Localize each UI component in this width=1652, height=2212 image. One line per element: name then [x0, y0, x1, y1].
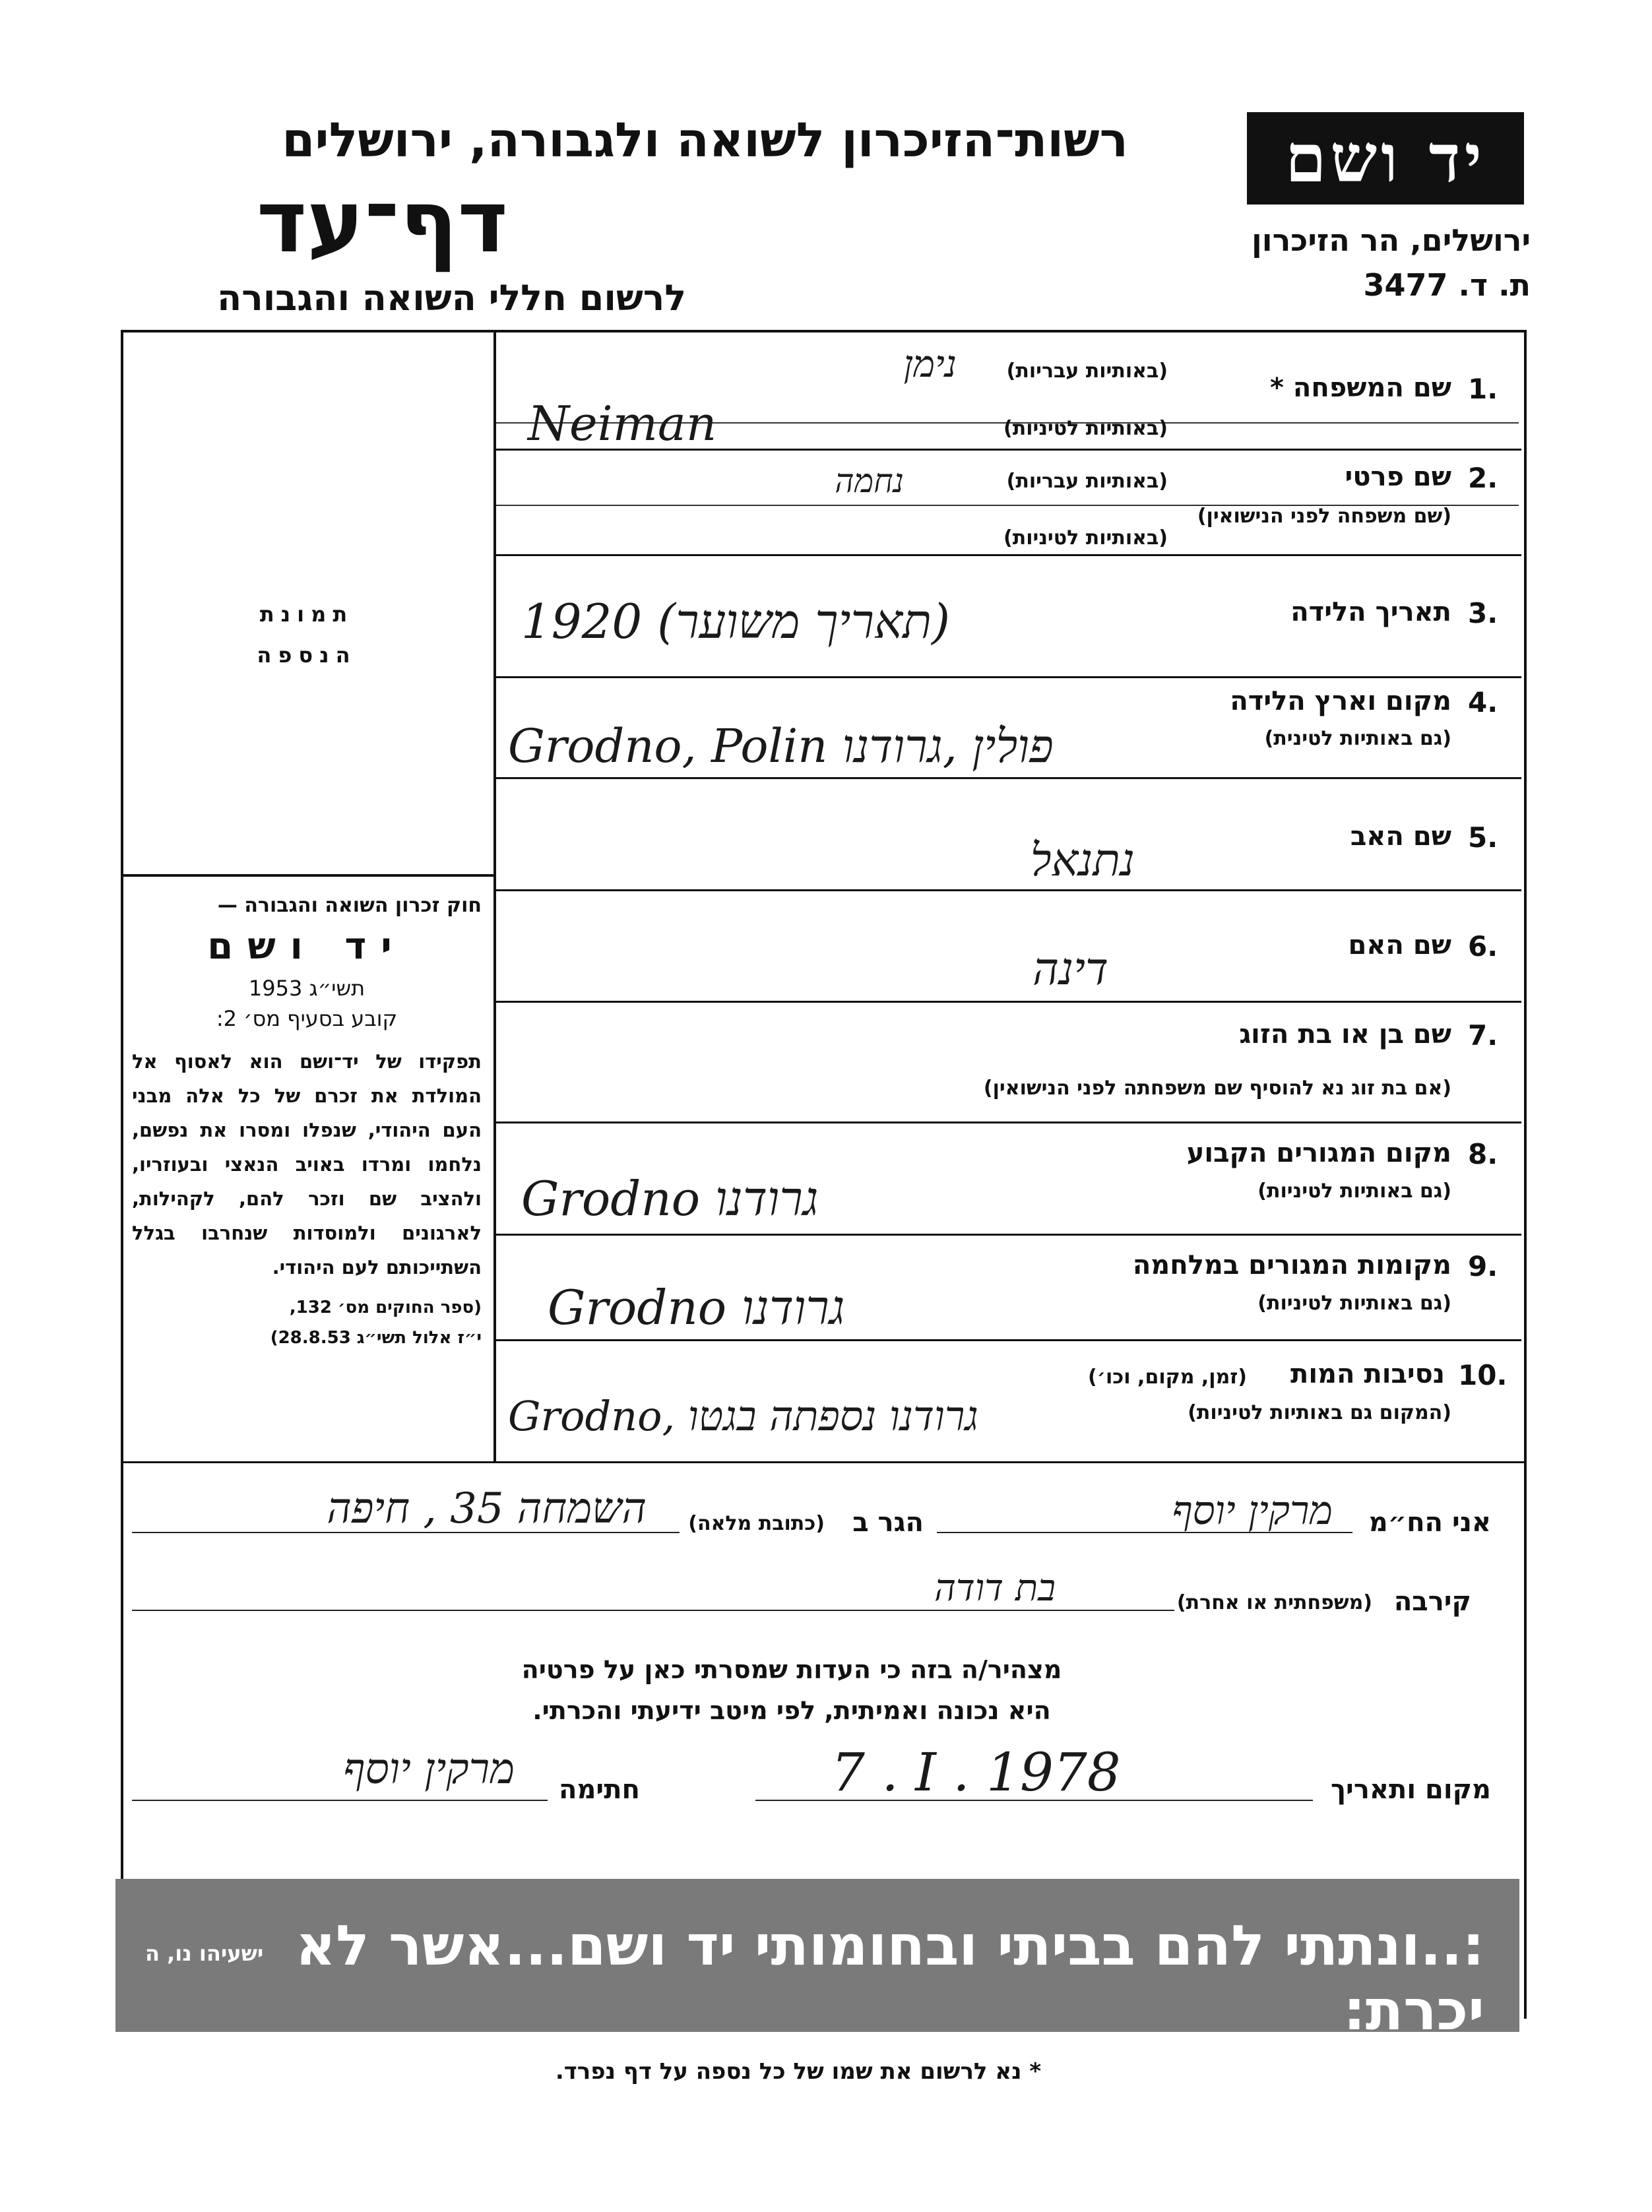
field-2-number: 2. — [1468, 462, 1498, 494]
row-separator-10 — [121, 1461, 1524, 1463]
resides-hint: (כתובת מלאה) — [688, 1512, 825, 1535]
field-7-label: שם בן או בת הזוג — [1239, 1019, 1451, 1050]
field-2-hint-latin: (באותיות לטיניות) — [1003, 526, 1168, 550]
field-3-value[interactable]: 1920 (תאריך משוער) — [521, 594, 951, 649]
footnote: * נא לרשום את שמו של כל נספה על דף נפרד. — [555, 2058, 1042, 2085]
field-7-note: (אם בת זוג נא להוסיף שם משפחתה לפני הנישואין) — [983, 1077, 1451, 1100]
field-4-label: מקום וארץ הלידה — [1230, 686, 1451, 716]
field-10-label: נסיבות המות — [1290, 1359, 1445, 1389]
law-reference-2: י״ז אלול תשי״ג 28.8.53) — [270, 1328, 482, 1348]
resides-label: הגר ב — [852, 1507, 924, 1538]
relation-value[interactable]: בת דודה — [934, 1567, 1056, 1610]
field-4-value[interactable]: Grodno, Polin פולין ,גרודנו — [508, 719, 1054, 773]
field-9-label: מקומות המגורים במלחמה — [1132, 1250, 1451, 1280]
field-2-label: שם פרטי — [1345, 462, 1451, 492]
relation-label: קירבה — [1393, 1587, 1471, 1617]
declaration-line-2: היא נכונה ואמיתית, לפי מיטב ידיעתי והכרתי. — [532, 1696, 1051, 1725]
signature-value[interactable]: מרקין יוסף — [343, 1745, 515, 1794]
row-separator-3 — [496, 676, 1521, 678]
yad-vashem-logo: יד ושם — [1247, 112, 1524, 205]
field-4-number: 4. — [1468, 686, 1498, 718]
photo-placeholder — [125, 594, 488, 676]
field-10-label-note: (זמן, מקום, וכו׳) — [1087, 1366, 1247, 1389]
row-separator-5 — [496, 889, 1521, 891]
field-7-number: 7. — [1468, 1019, 1498, 1052]
address-line-1: ירושלים, הר הזיכרון — [1251, 222, 1531, 258]
field-9-number: 9. — [1468, 1250, 1498, 1282]
field-1-hint-hebrew: (באותיות עבריות) — [1006, 360, 1168, 383]
banner-quote: :..ונתתי להם בביתי ובחומותי יד ושם...אשר לא יכרת: — [295, 1913, 1484, 2042]
law-name: יד ושם — [207, 925, 406, 968]
field-9-value[interactable]: Grodno גרודנו — [548, 1280, 845, 1335]
field-10-number: 10. — [1458, 1359, 1508, 1391]
address-line-2: ת. ד. 3477 — [1363, 267, 1531, 303]
field-2-hint-hebrew: (באותיות עבריות) — [1006, 470, 1168, 493]
field-6-label: שם האם — [1348, 930, 1451, 961]
row-separator-2 — [496, 554, 1521, 556]
photo-label-line-2: הנספה — [257, 643, 357, 668]
field-8-label: מקום המגורים הקבוע — [1186, 1138, 1451, 1168]
signature-line — [132, 1800, 548, 1801]
field-5-value[interactable]: נתנאל — [1030, 835, 1135, 887]
law-clause: קובע בסעיף מס׳ 2: — [216, 1006, 398, 1031]
witness-label: אני הח״מ — [1368, 1507, 1491, 1538]
field-2-value-hebrew[interactable]: נחמה — [835, 462, 904, 500]
field-2-note: (שם משפחה לפני הנישואין) — [1197, 505, 1451, 528]
field-6-number: 6. — [1468, 930, 1498, 963]
law-text-block — [132, 894, 482, 1353]
row-separator-6 — [496, 1001, 1521, 1003]
field-5-label: שם האב — [1350, 821, 1451, 852]
place-date-label: מקום ותאריך — [1330, 1775, 1491, 1805]
date-value[interactable]: 7 . I . 1978 — [831, 1742, 1121, 1803]
declaration-text — [462, 1649, 1122, 1731]
declaration-line-1: מצהיר/ה בזה כי העדות שמסרתי כאן על פרטיה — [521, 1655, 1062, 1684]
banner-reference: ישעיהו נו, ה — [145, 1941, 264, 1966]
field-1-hint-latin: (באותיות לטיניות) — [1003, 417, 1168, 440]
address-value[interactable]: השמחה 35 , חיפה — [327, 1484, 647, 1533]
row-separator-4 — [496, 777, 1521, 779]
field-3-number: 3. — [1468, 597, 1498, 629]
organization-title: רשות־הזיכרון לשואה ולגבורה, ירושלים — [282, 112, 1128, 168]
field-4-note: (גם באותיות לטינית) — [1264, 727, 1451, 750]
relation-line — [132, 1610, 1174, 1611]
field-9-note: (גם באותיות לטיניות) — [1257, 1292, 1451, 1315]
law-reference-1: (ספר החוקים מס׳ 132, — [289, 1298, 482, 1317]
address-block — [1240, 218, 1531, 307]
row-separator-8 — [496, 1234, 1521, 1236]
law-heading: חוק זכרון השואה והגבורה — — [217, 894, 482, 917]
photo-law-divider — [121, 874, 495, 877]
field-8-value[interactable]: Grodno גרודנו — [521, 1171, 819, 1226]
field-5-number: 5. — [1468, 821, 1498, 854]
field-1-label: שם המשפחה * — [1270, 373, 1451, 403]
field-3-label: תאריך הלידה — [1290, 597, 1451, 627]
field-1-value-hebrew[interactable]: נימן — [903, 343, 957, 386]
field-1-value-latin[interactable]: Neiman — [528, 396, 717, 451]
photo-label-line-1: תמונת — [259, 602, 354, 627]
field-8-note: (גם באותיות לטיניות) — [1257, 1180, 1451, 1203]
row-separator-9 — [496, 1339, 1521, 1341]
law-year: תשי״ג 1953 — [248, 976, 365, 1001]
field-1-number: 1. — [1468, 373, 1498, 405]
form-subtitle: לרשום חללי השואה והגבורה — [217, 277, 686, 319]
law-body: תפקידו של יד־ושם הוא לאסוף אל המולדת את זכרם של כל אלה מבני העם היהודי, שנפלו ומסרו את נפשם, נלחמו ומרדו באויב הנאצי ובעוזריו, ולהציב שם וזכר להם, לקהילות, לארגונים ולמוסדות שנחרבו בגלל השתייכותם לעם היהודי. — [132, 1050, 482, 1279]
field-10-value[interactable]: Grodno, גרודנו נספתה בגטו — [508, 1392, 978, 1440]
row-separator-7 — [496, 1122, 1521, 1123]
witness-name-value[interactable]: מרקין יוסף — [1172, 1488, 1333, 1534]
field-8-number: 8. — [1468, 1138, 1498, 1170]
form-title: דף־עד — [256, 172, 508, 272]
relation-hint: (משפחתית או אחרת) — [1176, 1591, 1372, 1614]
signature-label: חתימה — [558, 1775, 640, 1805]
field-6-value[interactable]: דינה — [1032, 943, 1108, 995]
column-divider — [493, 330, 496, 1461]
field-10-note: (המקום גם באותיות לטיניות) — [1188, 1401, 1451, 1424]
